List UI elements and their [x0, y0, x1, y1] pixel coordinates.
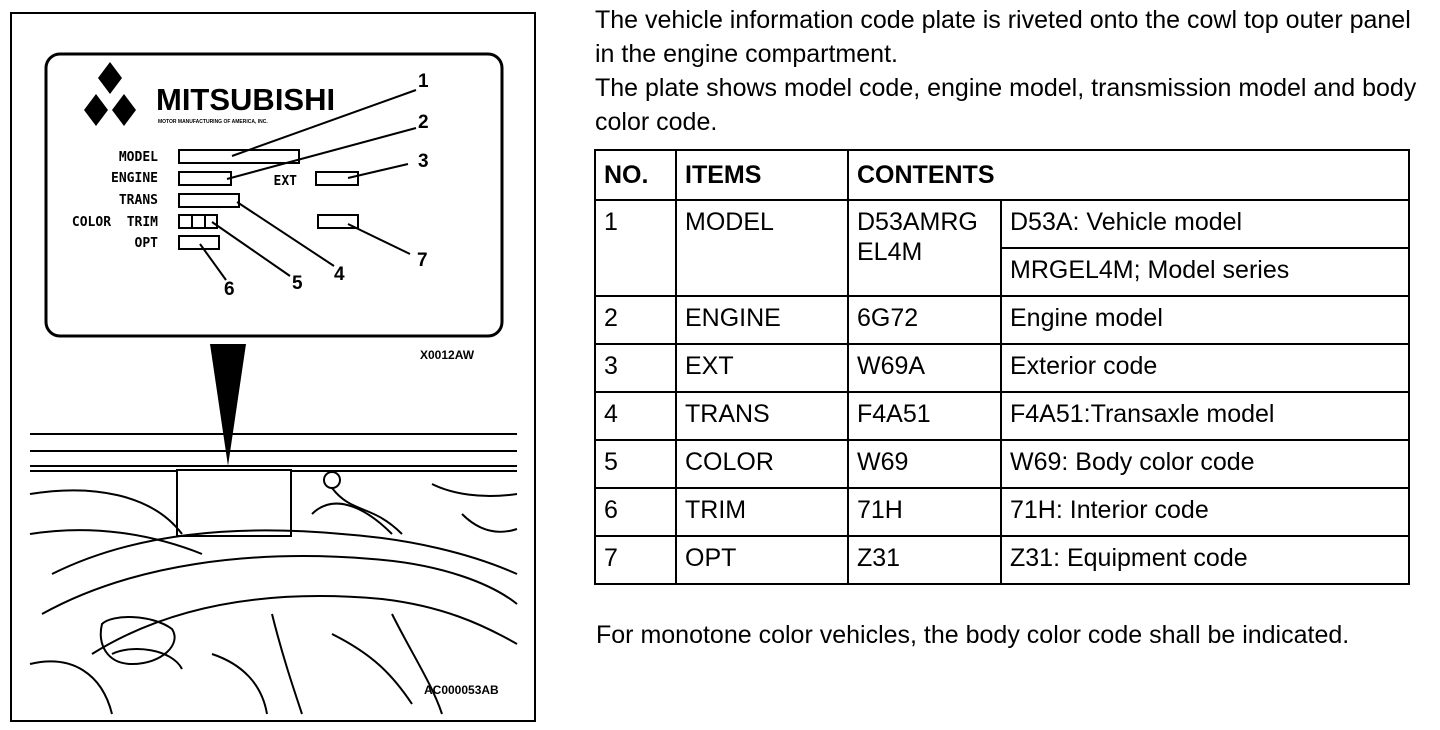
plate-brand: MITSUBISHI: [156, 82, 336, 117]
cell-desc: Z31: Equipment code: [1001, 536, 1409, 584]
cell-value: D53AMRG EL4M: [848, 200, 1001, 296]
cell-item: EXT: [676, 344, 848, 392]
pointer-arrow-icon: [210, 344, 246, 466]
plate-diagram: [12, 14, 538, 724]
table-row: [595, 344, 1409, 392]
table-row: [595, 392, 1409, 440]
header-no: NO.: [595, 150, 676, 200]
cell-value: F4A51: [848, 392, 1001, 440]
figure-code-bottom: AC000053AB: [424, 683, 499, 697]
callout-4: 4: [334, 264, 345, 285]
plate-location-illustration: [10, 12, 536, 722]
cell-item: TRIM: [676, 488, 848, 536]
intro-line-1: The vehicle information code plate is riveted onto the cowl top outer panel in the engine compartment.: [595, 6, 1411, 68]
table-row: [595, 440, 1409, 488]
cell-no: 2: [595, 296, 676, 344]
cell-no: 3: [595, 344, 676, 392]
intro-text: [595, 3, 1425, 139]
table-row: [595, 296, 1409, 344]
cell-item: TRANS: [676, 392, 848, 440]
plate-location-box: [177, 470, 291, 536]
plate-label-model: MODEL: [118, 150, 158, 165]
plate-label-color-trim: COLOR TRIM: [71, 215, 158, 230]
cell-desc: Exterior code: [1001, 344, 1409, 392]
header-contents: CONTENTS: [848, 150, 1409, 200]
plate-label-opt: OPT: [134, 236, 158, 251]
cell-value: 71H: [848, 488, 1001, 536]
cell-no: 7: [595, 536, 676, 584]
cell-item: ENGINE: [676, 296, 848, 344]
cell-desc: F4A51:Transaxle model: [1001, 392, 1409, 440]
cell-value: 6G72: [848, 296, 1001, 344]
callout-6: 6: [224, 279, 235, 300]
callout-7: 7: [417, 250, 428, 271]
cell-item: MODEL: [676, 200, 848, 296]
table-row: [595, 200, 1409, 248]
plate-label-ext: EXT: [273, 174, 297, 189]
plate-label-engine: ENGINE: [111, 171, 158, 186]
plate-label-trans: TRANS: [118, 193, 158, 208]
cell-no: 5: [595, 440, 676, 488]
callout-3: 3: [418, 151, 429, 172]
cell-item: OPT: [676, 536, 848, 584]
cell-no: 6: [595, 488, 676, 536]
callout-2: 2: [418, 112, 429, 133]
code-plate-table: [594, 149, 1410, 585]
cell-value: W69: [848, 440, 1001, 488]
cell-desc: Engine model: [1001, 296, 1409, 344]
table-header-row: [595, 150, 1409, 200]
cell-desc: MRGEL4M; Model series: [1001, 248, 1409, 296]
cell-no: 1: [595, 200, 676, 296]
cell-item: COLOR: [676, 440, 848, 488]
cell-value: Z31: [848, 536, 1001, 584]
footer-note: For monotone color vehicles, the body color code shall be indicated.: [596, 621, 1350, 649]
engine-bay-sketch: [30, 434, 517, 714]
cell-desc: W69: Body color code: [1001, 440, 1409, 488]
table-row: [595, 488, 1409, 536]
table-row: [595, 536, 1409, 584]
header-items: ITEMS: [676, 150, 848, 200]
figure-code-top: X0012AW: [420, 348, 475, 362]
cell-value: W69A: [848, 344, 1001, 392]
cell-desc: 71H: Interior code: [1001, 488, 1409, 536]
cell-no: 4: [595, 392, 676, 440]
plate-fine-print: MOTOR MANUFACTURING OF AMERICA, INC.: [158, 119, 268, 125]
intro-line-2: The plate shows model code, engine model, transmission model and body color code.: [595, 74, 1417, 136]
callout-1: 1: [418, 71, 429, 92]
callout-5: 5: [292, 273, 303, 294]
cell-desc: D53A: Vehicle model: [1001, 200, 1409, 248]
